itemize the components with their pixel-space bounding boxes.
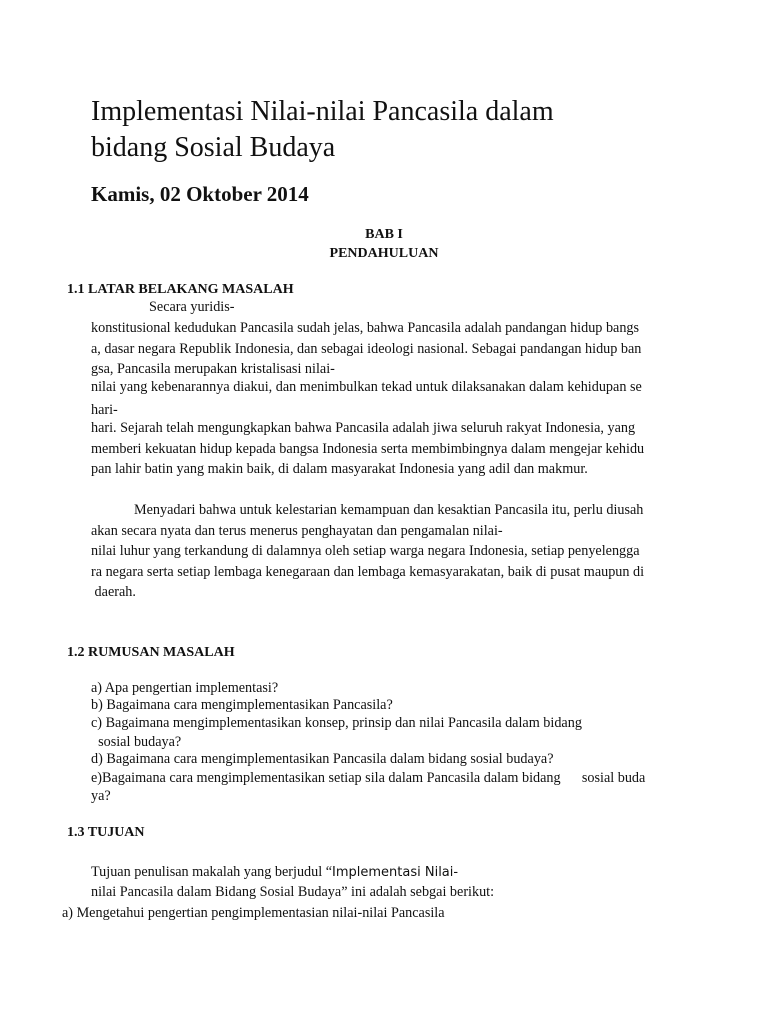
text-line: Secara yuridis- bbox=[149, 299, 235, 315]
text-line: konstitusional kedudukan Pancasila sudah jelas, bahwa Pancasila adalah pandangan hidup bangs bbox=[91, 320, 640, 336]
text-span: nilai Pancasila dalam Bidang Sosial Budaya bbox=[91, 884, 342, 900]
document-title-line-2: bidang Sosial Budaya bbox=[91, 132, 336, 163]
tujuan-intro-line-1 bbox=[91, 864, 458, 881]
text-line: hari- bbox=[91, 402, 118, 418]
text-line: hari. Sejarah telah mengungkapkan bahwa Pancasila adalah jiwa seluruh rakyat Indonesia, yang bbox=[91, 420, 636, 436]
list-item: b) Bagaimana cara mengimplementasikan Pancasila? bbox=[91, 697, 393, 713]
list-item-tujuan: a) Mengetahui pengertian pengimplementasian nilai-nilai Pancasila bbox=[62, 905, 445, 921]
section-heading-rumusan-masalah: 1.2 RUMUSAN MASALAH bbox=[67, 645, 235, 660]
text-line: a, dasar negara Republik Indonesia, dan sebagai ideologi nasional. Sebagai pandangan hidup ban bbox=[91, 341, 642, 357]
text-line: nilai luhur yang terkandung di dalamnya oleh setiap warga negara Indonesia, setiap penyelengga bbox=[91, 543, 640, 559]
text-line: daerah. bbox=[91, 584, 136, 600]
list-item: c) Bagaimana mengimplementasikan konsep, prinsip dan nilai Pancasila dalam bidang bbox=[91, 715, 582, 731]
chapter-title: PENDAHULUAN bbox=[329, 246, 439, 261]
list-item: a) Apa pengertian implementasi? bbox=[91, 680, 279, 696]
text-line: Menyadari bahwa untuk kelestarian kemampuan dan kesaktian Pancasila itu, perlu diusah bbox=[134, 502, 644, 518]
text-line: akan secara nyata dan terus menerus penghayatan dan pengamalan nilai- bbox=[91, 523, 503, 539]
text-line: nilai yang kebenarannya diakui, dan menimbulkan tekad untuk dilaksanakan dalam kehidupan se bbox=[91, 379, 642, 395]
post-date: Kamis, 02 Oktober 2014 bbox=[91, 182, 309, 206]
section-heading-tujuan: 1.3 TUJUAN bbox=[67, 825, 145, 840]
chapter-label: BAB I bbox=[365, 227, 403, 242]
text-line: pan lahir batin yang makin baik, di dalam masyarakat Indonesia yang adil dan makmur. bbox=[91, 461, 588, 477]
section-heading-latar-belakang: 1.1 LATAR BELAKANG MASALAH bbox=[67, 282, 294, 297]
list-item-continuation: sosial budaya? bbox=[91, 734, 182, 750]
text-span: Tujuan penulisan makalah yang berjudul “ bbox=[91, 864, 333, 880]
document-title-line-1: Implementasi Nilai-nilai Pancasila dalam bbox=[91, 96, 554, 127]
text-span: ” ini adalah sebgai berikut: bbox=[341, 884, 495, 900]
text-span: Implementasi Nilai- bbox=[332, 865, 459, 880]
list-item-continuation: ya? bbox=[91, 788, 111, 804]
text-line: memberi kekuatan hidup kepada bangsa Indonesia serta membimbingnya dalam mengejar kehidu bbox=[91, 441, 645, 457]
text-line: gsa, Pancasila merupakan kristalisasi nilai- bbox=[91, 361, 335, 377]
list-item: d) Bagaimana cara mengimplementasikan Pancasila dalam bidang sosial budaya? bbox=[91, 751, 554, 767]
text-line: ra negara serta setiap lembaga kenegaraan dan lembaga kemasyarakatan, baik di pusat maupun di bbox=[91, 564, 645, 580]
tujuan-intro-line-2 bbox=[91, 884, 494, 901]
list-item: e)Bagaimana cara mengimplementasikan setiap sila dalam Pancasila dalam bidang sosial buda bbox=[91, 770, 646, 786]
